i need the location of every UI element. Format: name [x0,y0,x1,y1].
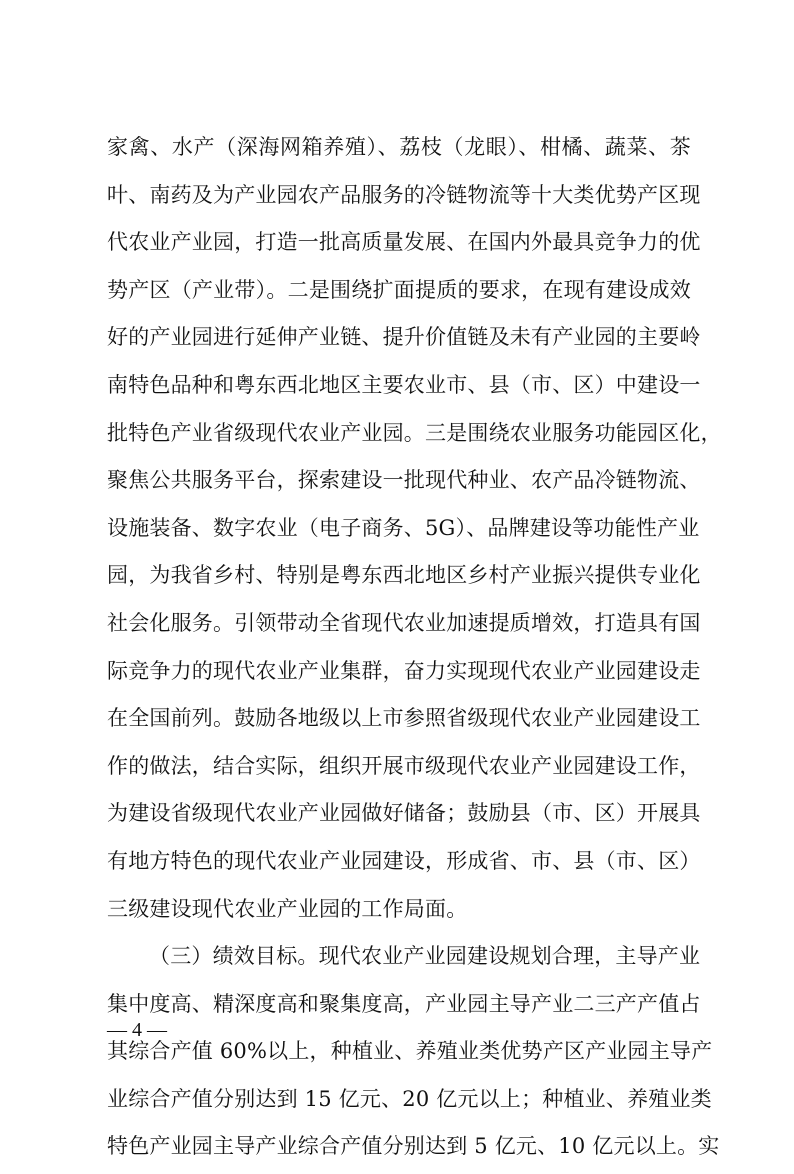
text-line: 好的产业园进行延伸产业链、提升价值链及未有产业园的主要岭 [107,325,701,350]
section-heading-line: （三）绩效目标。现代农业产业园建设规划合理，主导产业 [149,944,701,969]
text-line: 势产区（产业带）。二是围绕扩面提质的要求，在现有建设成效 [107,277,691,302]
text-line: 聚焦公共服务平台，探索建设一批现代种业、农产品冷链物流、 [107,468,701,493]
text-line: 园，为我省乡村、特别是粤东西北地区乡村产业振兴提供专业化 [107,563,701,588]
text-line: 叶、南药及为产业园农产品服务的冷链物流等十大类优势产区现 [107,182,701,207]
text-line: 际竞争力的现代农业产业集群，奋力实现现代农业产业园建设走 [107,658,701,683]
text-line: 集中度高、精深度高和聚集度高，产业园主导产业二三产产值占 [107,991,701,1016]
text-line: 批特色产业省级现代农业产业园。三是围绕农业服务功能园区化， [107,420,722,445]
paragraph-last-line: 三级建设现代农业产业园的工作局面。 [107,896,468,921]
text-line: 设施装备、数字农业（电子商务、5G）、品牌建设等功能性产业 [107,515,700,540]
text-line: 业综合产值分别达到 15 亿元、20 亿元以上；种植业、养殖业类 [107,1086,712,1111]
text-line: 家禽、水产（深海网箱养殖）、荔枝（龙眼）、柑橘、蔬菜、茶 [107,135,691,159]
document-body [107,127,722,1174]
text-line: 有地方特色的现代农业产业园建设，形成省、市、县（市、区） [107,848,701,873]
text-line: 在全国前列。鼓励各地级以上市参照省级现代农业产业园建设工 [107,706,701,731]
page-number: — 4 — [107,1019,167,1041]
text-line: 特色产业园主导产业综合产值分别达到 5 亿元、10 亿元以上。实 [107,1134,720,1159]
text-line: 南特色品种和粤东西北地区主要农业市、县（市、区）中建设一 [107,372,701,397]
text-line: 其综合产值 60%以上，种植业、养殖业类优势产区产业园主导产 [107,1039,713,1064]
text-line: 社会化服务。引领带动全省现代农业加速提质增效，打造具有国 [107,610,701,635]
text-line: 作的做法，结合实际，组织开展市级现代农业产业园建设工作， [107,753,701,778]
text-line: 为建设省级现代农业产业园做好储备；鼓励县（市、区）开展具 [107,801,701,826]
text-line: 代农业产业园，打造一批高质量发展、在国内外最具竞争力的优 [107,230,701,255]
